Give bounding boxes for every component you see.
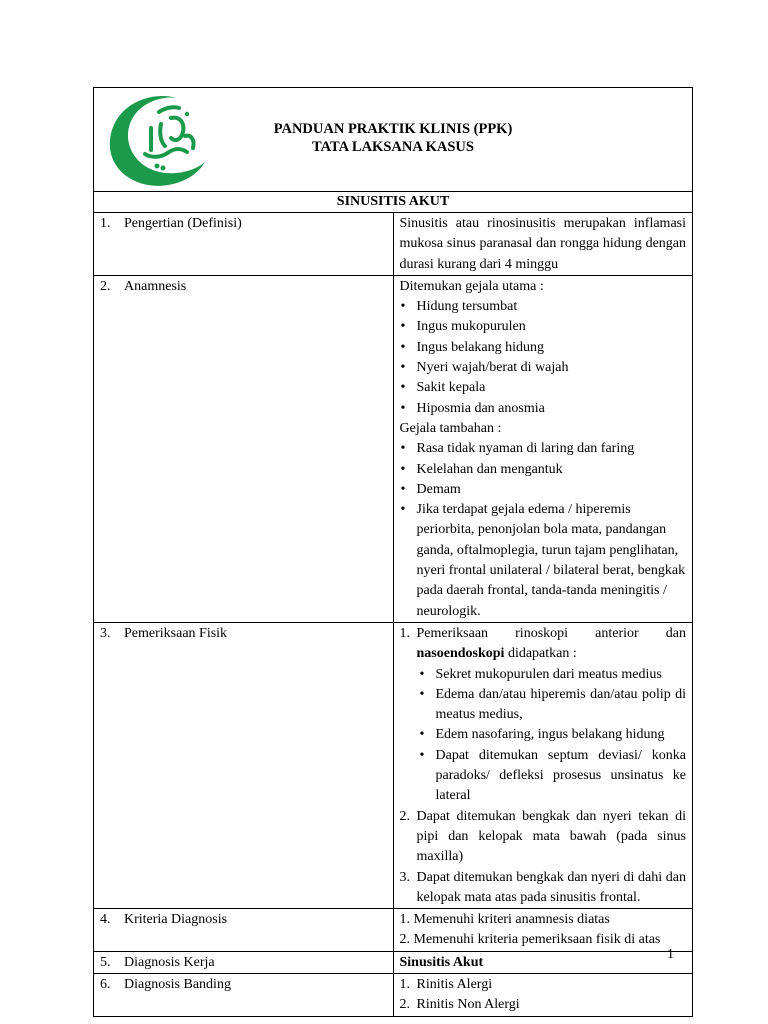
row-number: 1. <box>100 216 111 231</box>
differential-item: Rinitis Alergi <box>416 976 493 992</box>
row-label-cell <box>94 275 394 622</box>
table-row <box>94 275 693 622</box>
list-item: • Dapat ditemukan septum deviasi/ konka paradoks/ defleksi prosesus unsinatus ke lateral <box>417 746 687 807</box>
list-item: • Edema dan/atau hiperemis dan/atau polip di meatus medius, <box>417 685 687 726</box>
document-title: SINUSITIS AKUT <box>94 192 693 213</box>
list-item <box>400 868 687 909</box>
table-row <box>94 909 693 952</box>
list-item: • Demam <box>400 480 687 500</box>
row-label-cell <box>94 622 394 908</box>
list-item: • Sakit kepala <box>400 378 687 398</box>
extra-symptoms-list <box>400 439 687 622</box>
list-item: • Rasa tidak nyaman di laring dan faring <box>400 439 687 459</box>
title-row <box>94 192 693 213</box>
list-item: • Kelelahan dan mengantuk <box>400 460 687 480</box>
main-symptoms-intro: Ditemukan gejala utama : <box>399 278 544 294</box>
list-item: • Hidung tersumbat <box>400 297 687 317</box>
list-item: • Sekret mukopurulen dari meatus medius <box>417 665 687 685</box>
differential-list <box>400 975 687 1016</box>
exam-item1-text: Pemeriksaan rinoskopi anterior dan <box>416 625 686 641</box>
row-label: Pemeriksaan Fisik <box>124 625 228 641</box>
list-item: • Edem nasofaring, ingus belakang hidung <box>417 725 687 745</box>
list-item: • Ingus mukopurulen <box>400 317 687 337</box>
row-label-cell <box>94 909 394 952</box>
item-number: 1. <box>399 976 410 992</box>
item-number: 1. <box>399 625 410 641</box>
working-diagnosis: Sinusitis Akut <box>399 954 484 970</box>
document-page <box>93 87 693 1017</box>
header-title-line1: PANDUAN PRAKTIK KLINIS (PPK) <box>273 121 513 137</box>
list-item <box>400 995 687 1015</box>
differential-cell <box>393 973 693 1016</box>
working-diagnosis-cell <box>393 951 693 973</box>
row-label: Kriteria Diagnosis <box>124 912 228 928</box>
item-number: 3. <box>399 869 410 885</box>
item-number: 2. <box>399 997 410 1013</box>
table-row <box>94 213 693 276</box>
exam-item2-text: Dapat ditemukan bengkak dan nyeri tekan di pipi dan kelopak mata bawah (pada sinus maxilla) <box>416 808 686 865</box>
physical-exam-cell <box>393 622 693 908</box>
header-titles <box>94 120 692 156</box>
physical-exam-list <box>400 624 687 908</box>
row-label: Pengertian (Definisi) <box>124 216 242 231</box>
row-label-cell <box>94 951 394 973</box>
row-label-cell <box>94 213 394 276</box>
page-number: 1 <box>667 947 674 962</box>
exam-item1-post: didapatkan : <box>504 646 577 662</box>
main-symptoms-list <box>400 297 687 419</box>
criteria-item: 2. Memenuhi kriteria pemeriksaan fisik di atas <box>399 932 661 948</box>
criteria-item: 1. Memenuhi kriteri anamnesis diatas <box>399 912 610 928</box>
criteria-cell <box>393 909 693 952</box>
list-item <box>400 624 687 807</box>
row-number: 5. <box>100 954 111 970</box>
list-item: • Hiposmia dan anosmia <box>400 399 687 419</box>
header-cell <box>94 88 693 192</box>
table-row <box>94 951 693 973</box>
list-item: • Jika terdapat gejala edema / hiperemis periorbita, penonjolan bola mata, pandangan ganda, oftalmoplegia, turun tajam penglihatan, nyeri frontal unilateral / bilateral berat, bengkak pada daerah frontal, tanda-tanda meningitis / neurologik. <box>400 500 687 622</box>
exam-item1-bold: nasoendoskopi <box>416 646 505 662</box>
row-label: Diagnosis Banding <box>124 976 231 992</box>
row-number: 2. <box>100 278 111 294</box>
row-label: Anamnesis <box>124 278 187 294</box>
row-label-cell <box>94 973 394 1016</box>
definition-text: Sinusitis atau rinosinusitis merupakan inflamasi mukosa sinus paranasal dan rongga hidung dengan durasi kurang dari 4 minggu <box>393 213 693 276</box>
list-item <box>400 807 687 868</box>
row-number: 3. <box>100 625 111 641</box>
row-label: Diagnosis Kerja <box>124 954 215 970</box>
row-number: 6. <box>100 976 111 992</box>
table-row <box>94 973 693 1016</box>
table-row <box>94 622 693 908</box>
header-title-line2: TATA LAKSANA KASUS <box>312 139 474 155</box>
list-item: • Nyeri wajah/berat di wajah <box>400 358 687 378</box>
item-number: 2. <box>399 808 410 824</box>
list-item: • Ingus belakang hidung <box>400 338 687 358</box>
ppk-table <box>93 87 693 1017</box>
list-item <box>400 975 687 995</box>
exam-item3-text: Dapat ditemukan bengkak dan nyeri di dahi dan kelopak mata atas pada sinusitis frontal. <box>416 869 686 905</box>
exam-sublist <box>417 665 687 807</box>
differential-item: Rinitis Non Alergi <box>416 997 520 1013</box>
anamnesis-cell <box>393 275 693 622</box>
header-row <box>94 88 693 192</box>
extra-symptoms-intro: Gejala tambahan : <box>399 420 502 436</box>
row-number: 4. <box>100 912 111 928</box>
